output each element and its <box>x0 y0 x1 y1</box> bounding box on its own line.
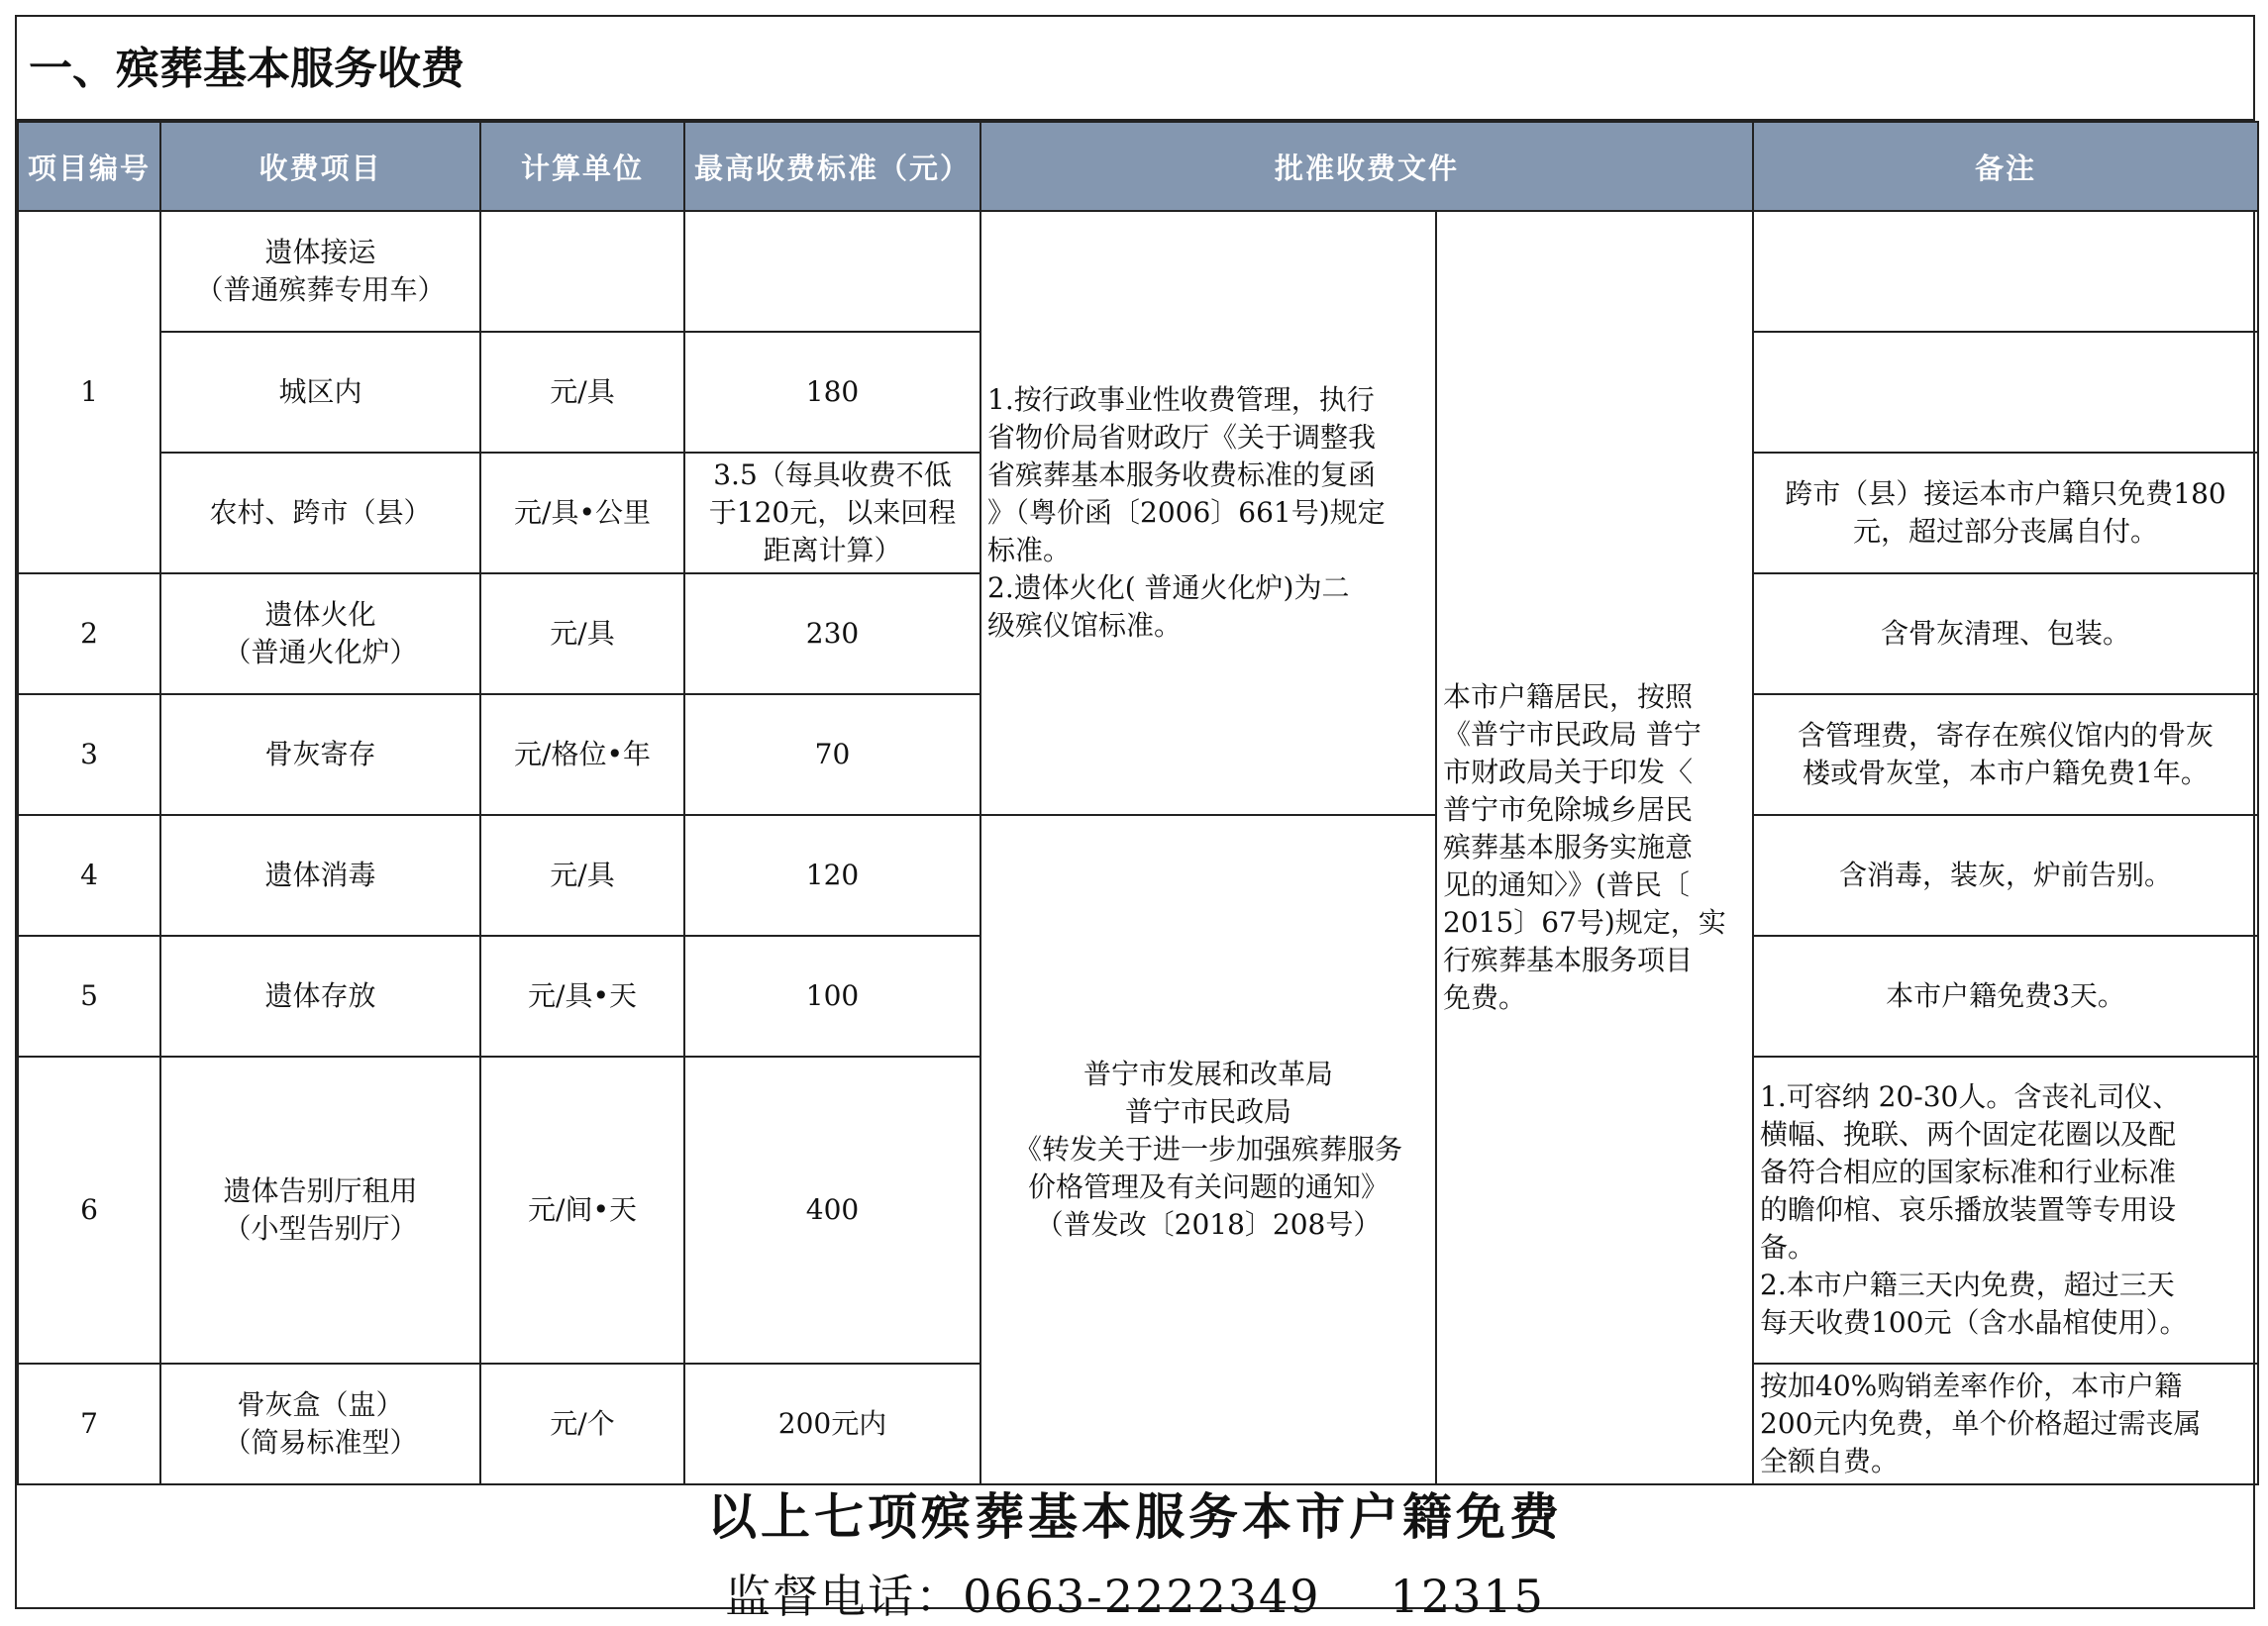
cell-item <box>160 1364 480 1484</box>
footer <box>17 1468 2253 1623</box>
cell-unit <box>480 211 684 332</box>
cell-unit: 元/格位•年 <box>480 694 684 815</box>
cell-max: 120 <box>684 815 980 936</box>
note-text: 每天收费100元（含水晶棺使用）。 <box>1760 1306 2188 1339</box>
cell-max <box>684 453 980 573</box>
cell-unit: 元/具 <box>480 573 684 694</box>
note-text: 备。 <box>1760 1231 1816 1264</box>
doc-text: 行殡葬基本服务项目 <box>1443 944 1694 976</box>
cell-unit: 元/具•天 <box>480 936 684 1057</box>
cell-item <box>160 211 480 332</box>
item-text: （小型告别厅） <box>223 1212 418 1245</box>
doc-text: 价格管理及有关问题的通知》 <box>1027 1170 1389 1203</box>
cell-note <box>1753 453 2258 573</box>
doc-text: 普宁市民政局 <box>1124 1095 1291 1128</box>
doc-text: 免费。 <box>1443 981 1527 1014</box>
cell-item: 遗体消毒 <box>160 815 480 936</box>
note-text: 元，超过部分丧属自付。 <box>1853 515 2159 548</box>
cell-id: 1 <box>18 211 160 573</box>
cell-id: 4 <box>18 815 160 936</box>
item-text: （简易标准型） <box>223 1426 418 1459</box>
header-row <box>18 122 2258 211</box>
cell-max <box>684 211 980 332</box>
cell-id: 6 <box>18 1057 160 1364</box>
cell-note <box>1753 694 2258 815</box>
fee-sheet <box>15 15 2255 1623</box>
supervision-phone <box>17 1561 2253 1626</box>
item-text: （普通殡葬专用车） <box>195 273 446 306</box>
cell-note <box>1753 211 2258 332</box>
doc-text: 普宁市免除城乡居民 <box>1443 793 1694 826</box>
doc-text: 见的通知〉》(普民〔 <box>1443 868 1690 901</box>
doc-text: 普宁市发展和改革局 <box>1082 1058 1333 1090</box>
cell-max: 180 <box>684 332 980 453</box>
cell-unit: 元/具 <box>480 332 684 453</box>
free-service-headline: 以上七项殡葬基本服务本市户籍免费 <box>707 1488 1563 1546</box>
doc-text: 2015〕67号)规定，实 <box>1443 906 1726 939</box>
note-text: 的瞻仰棺、哀乐播放装置等专用设 <box>1760 1193 2177 1226</box>
cell-note <box>1753 1057 2258 1364</box>
doc-text: 市财政局关于印发〈 <box>1443 756 1694 788</box>
cell-item <box>160 1057 480 1364</box>
item-text: 遗体告别厅租用 <box>223 1174 418 1207</box>
cell-note <box>1753 1364 2258 1484</box>
cell-id: 7 <box>18 1364 160 1484</box>
table-row <box>18 211 2258 332</box>
cell-unit: 元/个 <box>480 1364 684 1484</box>
doc-text: 省殡葬基本服务收费标准的复函 <box>987 458 1377 491</box>
item-text: 遗体火化 <box>264 598 376 631</box>
table-row <box>18 815 2258 936</box>
header-unit: 计算单位 <box>480 122 684 211</box>
doc-text: 本市户籍居民，按照 <box>1443 680 1694 713</box>
page-title: 一、殡葬基本服务收费 <box>17 17 2253 121</box>
doc-text: 《转发关于进一步加强殡葬服务 <box>1013 1133 1402 1166</box>
cell-id: 5 <box>18 936 160 1057</box>
doc-text: 标准。 <box>987 534 1072 566</box>
cell-id: 2 <box>18 573 160 694</box>
cell-max: 100 <box>684 936 980 1057</box>
cell-max: 70 <box>684 694 980 815</box>
note-text: 含管理费，寄存在殡仪馆内的骨灰 <box>1798 719 2215 752</box>
doc-text: 1.按行政事业性收费管理，执行 <box>987 383 1375 416</box>
cell-unit: 元/间•天 <box>480 1057 684 1364</box>
cell-max: 200元内 <box>684 1364 980 1484</box>
cell-max: 230 <box>684 573 980 694</box>
cell-doc-b <box>980 815 1436 1484</box>
cell-note <box>1753 332 2258 453</box>
cell-id: 3 <box>18 694 160 815</box>
cell-max: 400 <box>684 1057 980 1364</box>
note-text: 楼或骨灰堂，本市户籍免费1年。 <box>1803 757 2209 789</box>
header-note: 备注 <box>1753 122 2258 211</box>
doc-text: 殡葬基本服务实施意 <box>1443 831 1694 864</box>
note-text: 横幅、挽联、两个固定花圈以及配 <box>1760 1118 2177 1151</box>
note-text: 2.本市户籍三天内免费，超过三天 <box>1760 1269 2175 1301</box>
cell-item: 农村、跨市（县） <box>160 453 480 573</box>
doc-text: 《普宁市民政局 普宁 <box>1443 718 1701 751</box>
note-text: 按加40%购销差率作价，本市户籍 <box>1760 1370 2183 1402</box>
cell-note: 本市户籍免费3天。 <box>1753 936 2258 1057</box>
item-text: 遗体接运 <box>264 236 376 268</box>
cell-note: 含消毒，装灰，炉前告别。 <box>1753 815 2258 936</box>
note-text: 1.可容纳 20-30人。含丧礼司仪、 <box>1760 1080 2181 1113</box>
max-text: 于120元，以来回程 <box>708 496 957 529</box>
note-text: 200元内免费，单个价格超过需丧属 <box>1760 1407 2202 1440</box>
cell-note: 含骨灰清理、包装。 <box>1753 573 2258 694</box>
fee-table <box>17 121 2259 1485</box>
note-text: 跨市（县）接运本市户籍只免费180 <box>1785 477 2226 510</box>
cell-item: 城区内 <box>160 332 480 453</box>
doc-text: （普发改〔2018〕208号） <box>1035 1208 1382 1241</box>
phone-secondary: 12315 <box>1390 1570 1545 1623</box>
cell-doc-a <box>980 211 1436 815</box>
doc-text: 2.遗体火化( 普通火化炉)为二 <box>987 571 1350 604</box>
header-max: 最高收费标准（元） <box>684 122 980 211</box>
cell-unit: 元/具 <box>480 815 684 936</box>
phone-primary: 监督电话：0663-2222349 <box>725 1570 1321 1623</box>
header-id: 项目编号 <box>18 122 160 211</box>
cell-item <box>160 573 480 694</box>
note-text: 全额自费。 <box>1760 1445 1900 1477</box>
cell-item: 骨灰寄存 <box>160 694 480 815</box>
cell-doc-c <box>1436 211 1753 1484</box>
doc-text: 级殡仪馆标准。 <box>987 609 1183 642</box>
header-item: 收费项目 <box>160 122 480 211</box>
note-text: 备符合相应的国家标准和行业标准 <box>1760 1156 2177 1188</box>
cell-unit: 元/具•公里 <box>480 453 684 573</box>
doc-text: 》（粤价函〔2006〕661号)规定 <box>987 496 1386 529</box>
item-text: （普通火化炉） <box>223 636 418 668</box>
header-doc: 批准收费文件 <box>980 122 1753 211</box>
doc-text: 省物价局省财政厅《关于调整我 <box>987 421 1377 454</box>
cell-item: 遗体存放 <box>160 936 480 1057</box>
max-text: 距离计算） <box>763 534 902 566</box>
max-text: 3.5（每具收费不低 <box>713 458 952 491</box>
item-text: 骨灰盒（盅） <box>237 1388 404 1421</box>
